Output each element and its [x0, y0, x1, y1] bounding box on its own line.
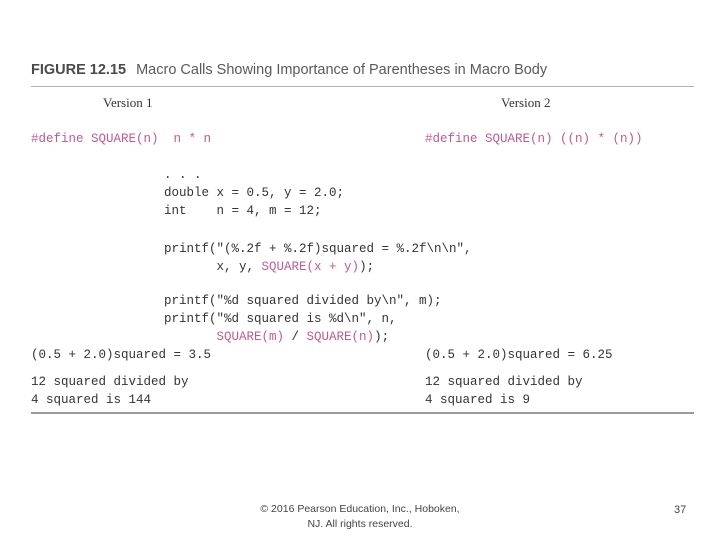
- macro-call-square-n: SQUARE(n): [306, 330, 375, 344]
- page-number: 37: [674, 504, 687, 516]
- macro-body: ((n) * (n)): [552, 132, 643, 146]
- top-rule: [31, 86, 694, 87]
- code-text: );: [359, 260, 375, 274]
- macro-name: SQUARE(n): [485, 132, 553, 146]
- version1-output-line2: 12 squared divided by: [31, 375, 189, 389]
- define-directive: #define: [425, 132, 486, 146]
- figure-title: [31, 62, 547, 78]
- version2-header: Version 2: [501, 95, 551, 110]
- code-line-printf-divided: printf("%d squared divided by\n", m);: [164, 294, 442, 308]
- code-text: /: [284, 330, 307, 344]
- version1-output-line3: 4 squared is 144: [31, 393, 152, 407]
- code-line-printf-macros: [164, 328, 389, 346]
- macro-call-square-xy: SQUARE(x + y): [261, 260, 360, 274]
- copyright-line2: NJ. All rights reserved.: [307, 518, 413, 530]
- code-line-int-decl: int n = 4, m = 12;: [164, 204, 322, 218]
- code-line-double-decl: double x = 0.5, y = 2.0;: [164, 186, 345, 200]
- code-line-printf-args: [164, 258, 374, 276]
- version2-output-line2: 12 squared divided by: [425, 375, 583, 389]
- version1-header: Version 1: [103, 95, 153, 110]
- copyright-footer: [240, 502, 480, 532]
- code-text: x, y,: [164, 260, 262, 274]
- macro-body: n * n: [158, 132, 212, 146]
- code-line-printf-squared: printf("(%.2f + %.2f)squared = %.2f\n\n",: [164, 242, 472, 256]
- version2-define: [425, 130, 643, 148]
- version2-output-line3: 4 squared is 9: [425, 393, 531, 407]
- figure-number: FIGURE 12.15: [31, 62, 127, 78]
- version1-output-line1: (0.5 + 2.0)squared = 3.5: [31, 348, 212, 362]
- macro-name: SQUARE(n): [91, 132, 159, 146]
- figure-caption: Macro Calls Showing Importance of Parentheses in Macro Body: [136, 62, 548, 78]
- version1-define: [31, 130, 211, 148]
- code-line-printf-squared-is: printf("%d squared is %d\n", n,: [164, 312, 397, 326]
- bottom-rule: [31, 412, 694, 414]
- code-text: );: [374, 330, 390, 344]
- code-text: [164, 330, 217, 344]
- copyright-line1: © 2016 Pearson Education, Inc., Hoboken,: [260, 503, 460, 515]
- version2-output-line1: (0.5 + 2.0)squared = 6.25: [425, 348, 613, 362]
- macro-call-square-m: SQUARE(m): [216, 330, 285, 344]
- code-line-ellipsis: . . .: [164, 168, 202, 182]
- define-directive: #define: [31, 132, 92, 146]
